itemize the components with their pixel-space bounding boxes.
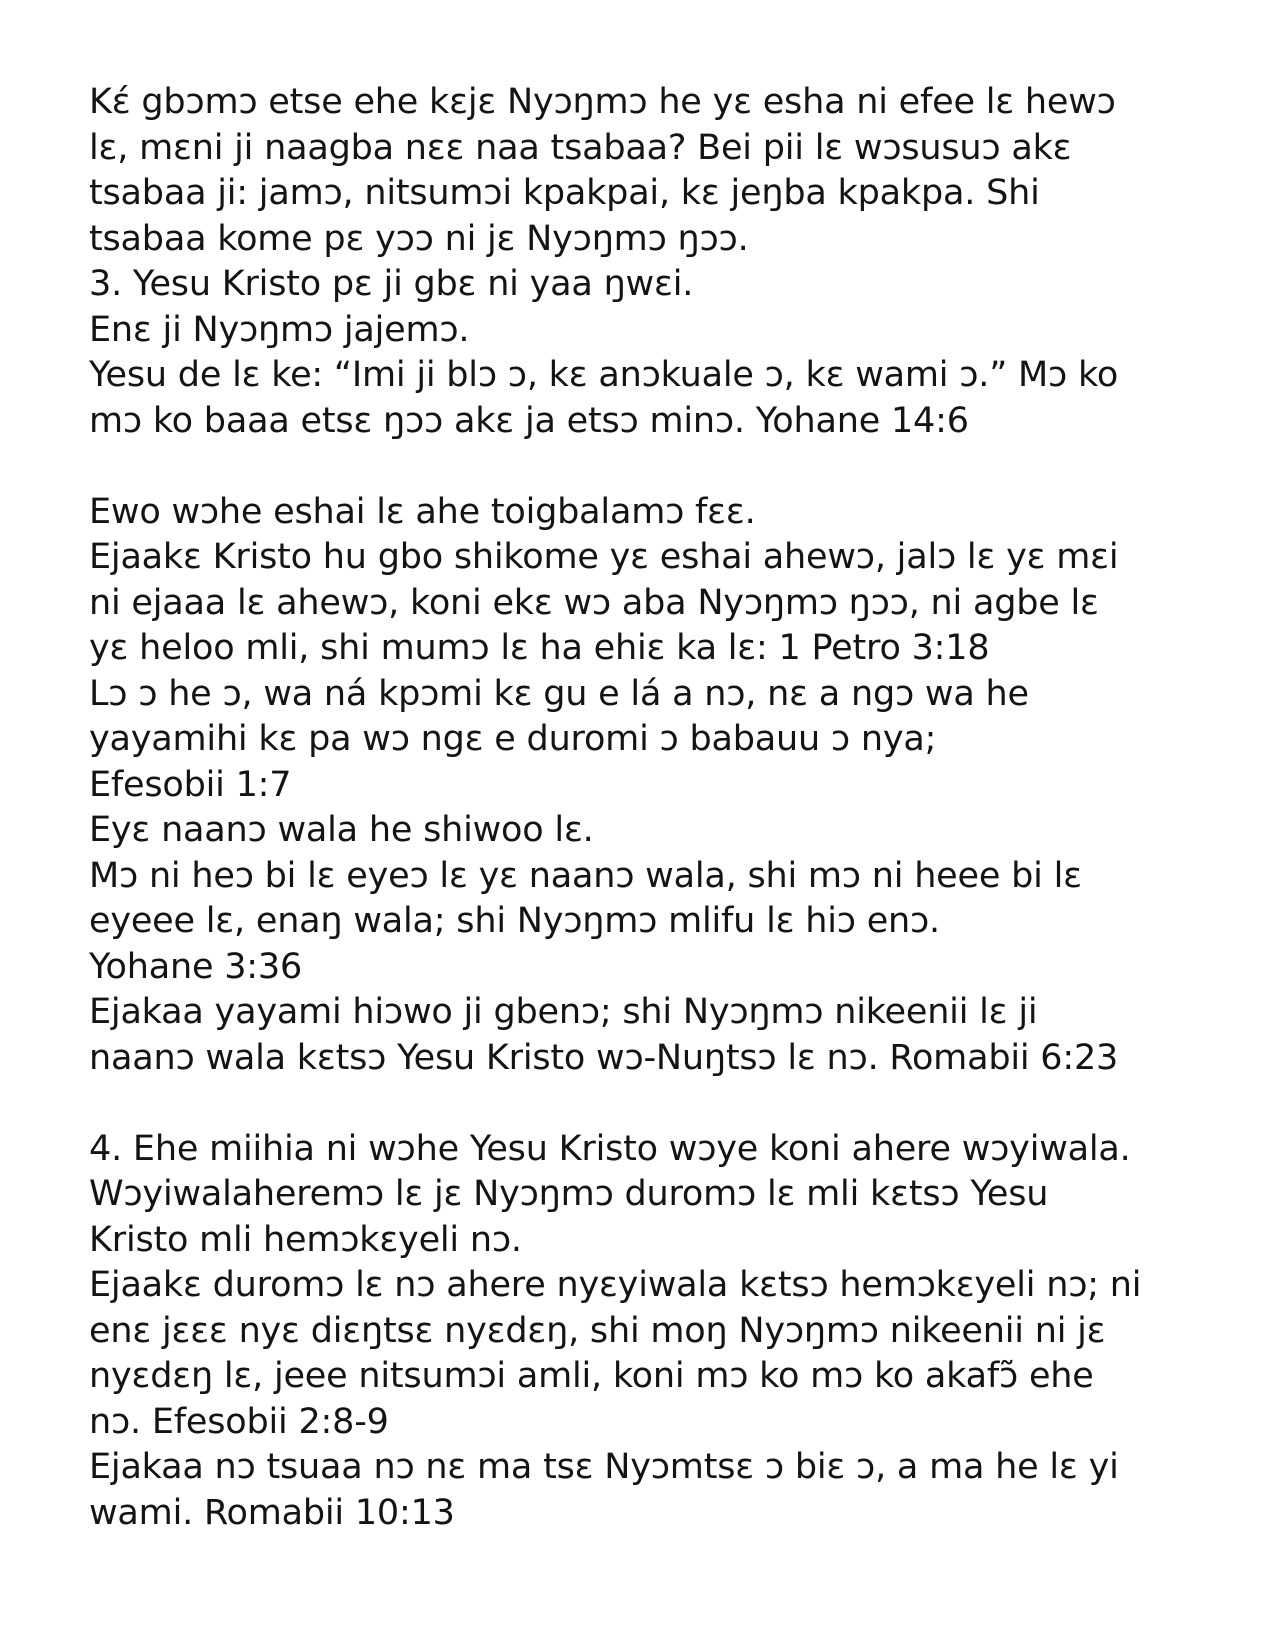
text-line: Yohane 3:36 [89,946,303,987]
document-body [89,80,1199,1536]
text-line: Ejakaa nɔ tsuaa nɔ nɛ ma tsɛ Nyɔmtsɛ ɔ biɛ ɔ, a ma he lɛ yi [89,1447,1119,1487]
text-line: Ewo wɔhe eshai lɛ ahe toigbalamɔ fɛɛ. [89,491,756,532]
text-line: lɛ, mɛni ji naagba nɛɛ naa tsabaa? Bei pii lɛ wɔsusuɔ akɛ [89,127,1072,168]
section-heading: 4. Ehe miihia ni wɔhe Yesu Kristo wɔye koni ahere wɔyiwala. [89,1128,1131,1169]
text-line: Ejaakɛ duromɔ lɛ nɔ ahere nyɛyiwala kɛtsɔ hemɔkɛyeli nɔ; ni [89,1265,1142,1305]
text-line: Enɛ ji Nyɔŋmɔ jajemɔ. [89,309,470,350]
text-line: yayamihi kɛ pa wɔ ngɛ e duromi ɔ babauu ɔ nya; [89,719,937,759]
text-line: tsabaa ji: jamɔ, nitsumɔi kpakpai, kɛ jeŋba kpakpa. Shi [89,173,1040,213]
text-line: Kristo mli hemɔkɛyeli nɔ. [89,1219,522,1260]
text-line: wami. Romabii 10:13 [89,1492,455,1533]
text-line: tsabaa kome pɛ yɔɔ ni jɛ Nyɔŋmɔ ŋɔɔ. [89,218,749,259]
section-heading: 3. Yesu Kristo pɛ ji gbɛ ni yaa ŋwɛi. [89,264,694,304]
text-line: Ejaakɛ Kristo hu gbo shikome yɛ eshai ahewɔ, jalɔ lɛ yɛ mɛi [89,537,1119,577]
text-line: Mɔ ni heɔ bi lɛ eyeɔ lɛ yɛ naanɔ wala, shi mɔ ni heee bi lɛ [89,855,1082,896]
text-line: Lɔ ɔ he ɔ, wa ná kpɔmi kɛ gu e lá a nɔ, nɛ a ngɔ wa he [89,673,1029,714]
paragraph-gap [89,444,1199,490]
text-line: nɔ. Efesobii 2:8-9 [89,1401,389,1442]
text-line: nyɛdɛŋ lɛ, jeee nitsumɔi amli, koni mɔ ko mɔ ko akafɔ̃ ehe [89,1356,1094,1396]
text-line: eyeee lɛ, enaŋ wala; shi Nyɔŋmɔ mlifu lɛ hiɔ enɔ. [89,901,940,941]
text-line: ni ejaaa lɛ ahewɔ, koni ekɛ wɔ aba Nyɔŋmɔ ŋɔɔ, ni agbe lɛ [89,582,1099,623]
paragraph-gap [89,1081,1199,1127]
text-line: Yesu de lɛ ke: “Imi ji blɔ ɔ, kɛ anɔkuale ɔ, kɛ wami ɔ.” Mɔ ko [89,355,1119,395]
text-line: yɛ heloo mli, shi mumɔ lɛ ha ehiɛ ka lɛ: 1 Petro 3:18 [89,628,990,668]
text-line: Wɔyiwalaheremɔ lɛ jɛ Nyɔŋmɔ duromɔ lɛ mli kɛtsɔ Yesu [89,1174,1049,1214]
text-line: Eyɛ naanɔ wala he shiwoo lɛ. [89,810,594,850]
text-line: Efesobii 1:7 [89,764,292,805]
text-line: mɔ ko baaa etsɛ ŋɔɔ akɛ ja etsɔ minɔ. Yohane 14:6 [89,400,969,441]
text-line: naanɔ wala kɛtsɔ Yesu Kristo wɔ-Nuŋtsɔ lɛ nɔ. Romabii 6:23 [89,1037,1119,1078]
text-line: Ejakaa yayami hiɔwo ji gbenɔ; shi Nyɔŋmɔ nikeenii lɛ ji [89,992,1038,1032]
text-line: enɛ jɛɛɛ nyɛ diɛŋtsɛ nyɛdɛŋ, shi moŋ Nyɔŋmɔ nikeenii ni jɛ [89,1310,1106,1351]
text-line: Kɛ́ gbɔmɔ etse ehe kɛjɛ Nyɔŋmɔ he yɛ esha ni efee lɛ hewɔ [89,82,1116,122]
